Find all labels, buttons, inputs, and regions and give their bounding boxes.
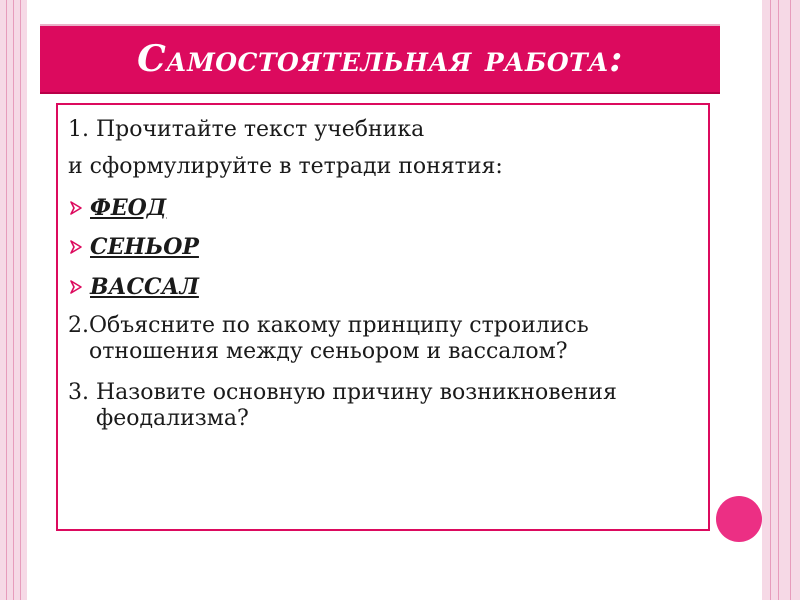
question-3-number: 3. [68, 379, 96, 405]
term-item [68, 234, 694, 260]
left-decorative-border [0, 0, 27, 600]
instruction-line-1: 1. Прочитайте текст учебника [68, 117, 425, 142]
content-box [56, 103, 710, 531]
title-bar [40, 24, 720, 94]
slide-title: Самостоятельная работа: [137, 38, 623, 80]
decorative-circle [716, 496, 762, 542]
term-item [68, 195, 694, 221]
question-3-text: Назовите основную причину возникновения феодализма? [95, 379, 617, 432]
term-senior: СЕНЬОР [90, 234, 199, 261]
hollow-arrow-bullet-icon [68, 200, 84, 216]
question-2-number: 2. [68, 312, 89, 338]
hollow-arrow-bullet-icon [68, 239, 84, 255]
term-vassal: ВАССАЛ [90, 273, 199, 300]
hollow-arrow-bullet-icon [68, 279, 84, 295]
question-3 [68, 380, 694, 433]
instruction-line-2: и сформулируйте в тетради понятия: [68, 154, 503, 180]
question-2-text: Объясните по какому принципу строились отношения между сеньором и вассалом? [89, 312, 589, 365]
right-decorative-border [762, 0, 800, 600]
question-2 [68, 313, 694, 366]
term-item [68, 274, 694, 300]
term-feod: ФЕОД [90, 194, 167, 221]
